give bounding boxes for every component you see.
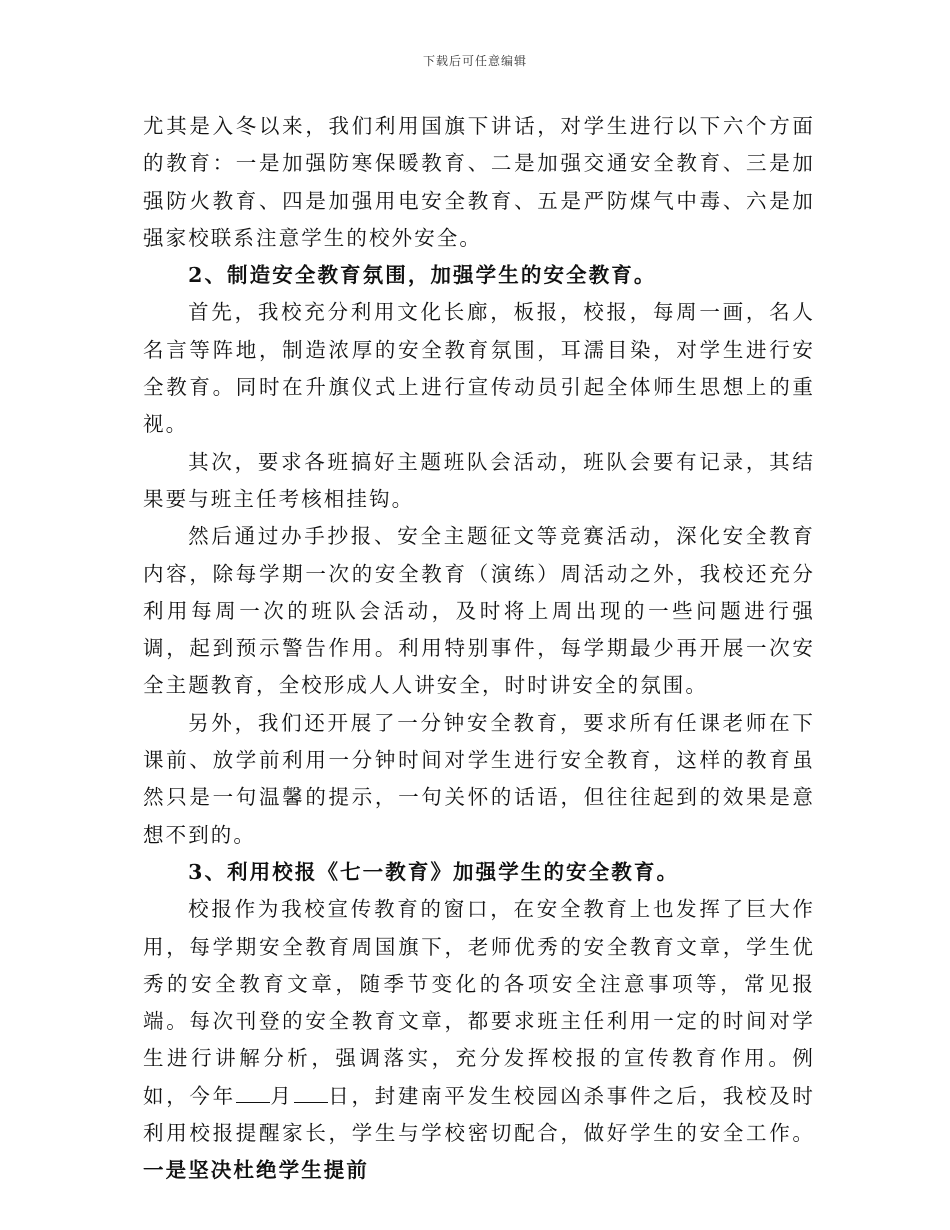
paragraph-6-bold: 一是坚决杜绝学生提前 (143, 1158, 369, 1183)
paragraph-6-part-b: 月 (269, 1083, 294, 1108)
paragraph-5: 另外，我们还开展了一分钟安全教育，要求所有任课老师在下课前、放学前利用一分钟时间对学生进行安全教育，这样的教育虽然只是一句温馨的提示，一句关怀的话语，但往往起到的效果是意想不到的。 (143, 710, 815, 847)
heading-2: 2、制造安全教育氛围，加强学生的安全教育。 (188, 263, 657, 288)
paragraph-6-part-c: 日，封建南平发生校园凶杀事件之后，我校及时利用校报提醒家长，学生与学校密切配合，做好学生的安全工作。 (143, 1083, 815, 1146)
paragraph-3: 其次，要求各班搞好主题班队会活动，班队会要有记录，其结果要与班主任考核相挂钩。 (143, 449, 815, 511)
paragraph-6 (143, 891, 815, 1189)
paragraph-6-part-a: 校报作为我校宣传教育的窗口，在安全教育上也发挥了巨大作用，每学期安全教育周国旗下，老师优秀的安全教育文章，学生优秀的安全教育文章，随季节变化的各项安全注意事项等，常见报端。每次刊登的安全教育文章，都要求班主任利用一定的时间对学生进行讲解分析，强调落实，充分发挥校报的宣传教育作用。例如，今年 (143, 897, 815, 1108)
blank-line (236, 1084, 270, 1103)
page-header: 下载后可任意编辑 (422, 54, 527, 68)
blank-line (294, 1084, 328, 1103)
paragraph-1: 尤其是入冬以来，我们利用国旗下讲话，对学生进行以下六个方面的教育：一是加强防寒保暖教育、二是加强交通安全教育、三是加强防火教育、四是加强用电安全教育、五是严防煤气中毒、六是加强家校联系注意学生的校外安全。 (143, 114, 815, 250)
document-body (143, 108, 815, 1190)
paragraph-2: 首先，我校充分利用文化长廊，板报，校报，每周一画，名人名言等阵地，制造浓厚的安全教育氛围，耳濡目染，对学生进行安全教育。同时在升旗仪式上进行宣传动员引起全体师生思想上的重视。 (143, 300, 815, 437)
heading-3: 3、利用校报《七一教育》加强学生的安全教育。 (188, 859, 680, 884)
paragraph-4: 然后通过办手抄报、安全主题征文等竞赛活动，深化安全教育内容，除每学期一次的安全教育（演练）周活动之外，我校还充分利用每周一次的班队会活动，及时将上周出现的一些问题进行强调，起到预示警告作用。利用特别事件，每学期最少再开展一次安全主题教育，全校形成人人讲安全，时时讲安全的氛围。 (143, 524, 815, 698)
